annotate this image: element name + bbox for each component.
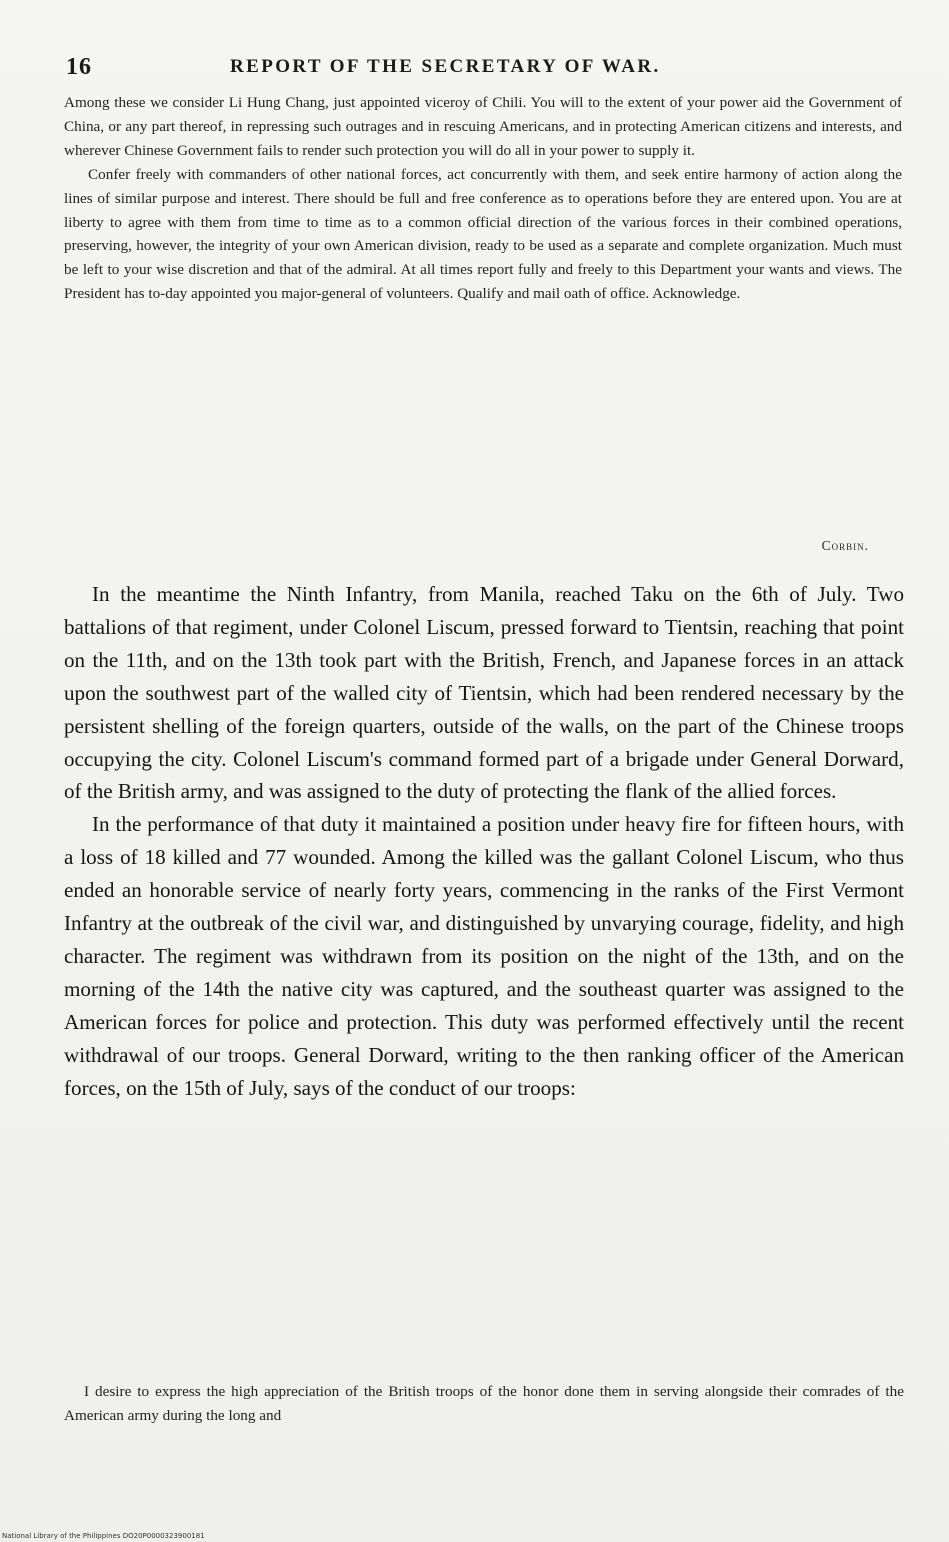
running-head: REPORT OF THE SECRETARY OF WAR. (230, 56, 661, 77)
page-header (66, 54, 896, 84)
page-number: 16 (66, 54, 92, 80)
quoted-letter-text: I desire to express the high appreciation of the British troops of the honor done them in serving alongside their comrades of the American army during the long and (64, 1383, 904, 1424)
main-paragraph-2: In the performance of that duty it maintained a position under heavy fire for fifteen hours, with a loss of 18 killed and 77 wounded. Among the killed was the gallant Colonel Liscum, who thus ended an honorable service of nearly forty years, commencing in the ranks of the First Vermont Infantry at the outbreak of the civil war, and distinguished by unvarying courage, fidelity, and high character. The regiment was withdrawn from its position on the night of the 13th, and on the morning of the 14th the native city was captured, and the southeast quarter was assigned to the American forces for police and protection. This duty was performed effectively until the recent withdrawal of our troops. General Dorward, writing to the then ranking officer of the American forces, on the 15th of July, says of the conduct of our troops: (64, 812, 904, 1100)
telegram-paragraph-1: Among these we consider Li Hung Chang, just appointed viceroy of Chili. You will to the extent of your power aid the Government of China, or any part thereof, in repressing such outrages and in rescuing Americans, and in protecting American citizens and interests, and wherever Chinese Government fails to render such protection you will do all in your power to supply it. (64, 94, 902, 159)
telegram-signature: Corbin. (821, 538, 869, 553)
main-paragraph-1: In the meantime the Ninth Infantry, from Manila, reached Taku on the 6th of July. Two battalions of that regiment, under Colonel Liscum, pressed forward to Tientsin, reaching that point on the 11th, and on the 13th took part with the British, French, and Japanese forces in an attack upon the southwest part of the walled city of Tientsin, which had been rendered necessary by the persistent shelling of the foreign quarters, outside of the walls, on the part of the Chinese troops occupying the city. Colonel Liscum's command formed part of a brigade under General Dorward, of the British army, and was assigned to the duty of protecting the flank of the allied forces. (64, 582, 904, 804)
quoted-letter (64, 1380, 904, 1428)
scan-footer: National Library of the Philippines DO20P0000323900181 (2, 1532, 205, 1540)
report-main-text (64, 578, 904, 1105)
telegram-paragraph-2: Confer freely with commanders of other national forces, act concurrently with them, and seek entire harmony of action along the lines of similar purpose and interest. There should be full and free conference as to operations before they are entered upon. You are at liberty to agree with them from time to time as to a common official direction of the various forces in their combined operations, preserving, however, the integrity of your own American division, ready to be used as a separate and complete organization. Much must be left to your wise discretion and that of the admiral. At all times report fully and freely to this Department your wants and views. The President has to-day appointed you major-general of volunteers. Qualify and mail oath of office. Acknowledge. (64, 165, 902, 303)
telegram-text (64, 91, 902, 306)
